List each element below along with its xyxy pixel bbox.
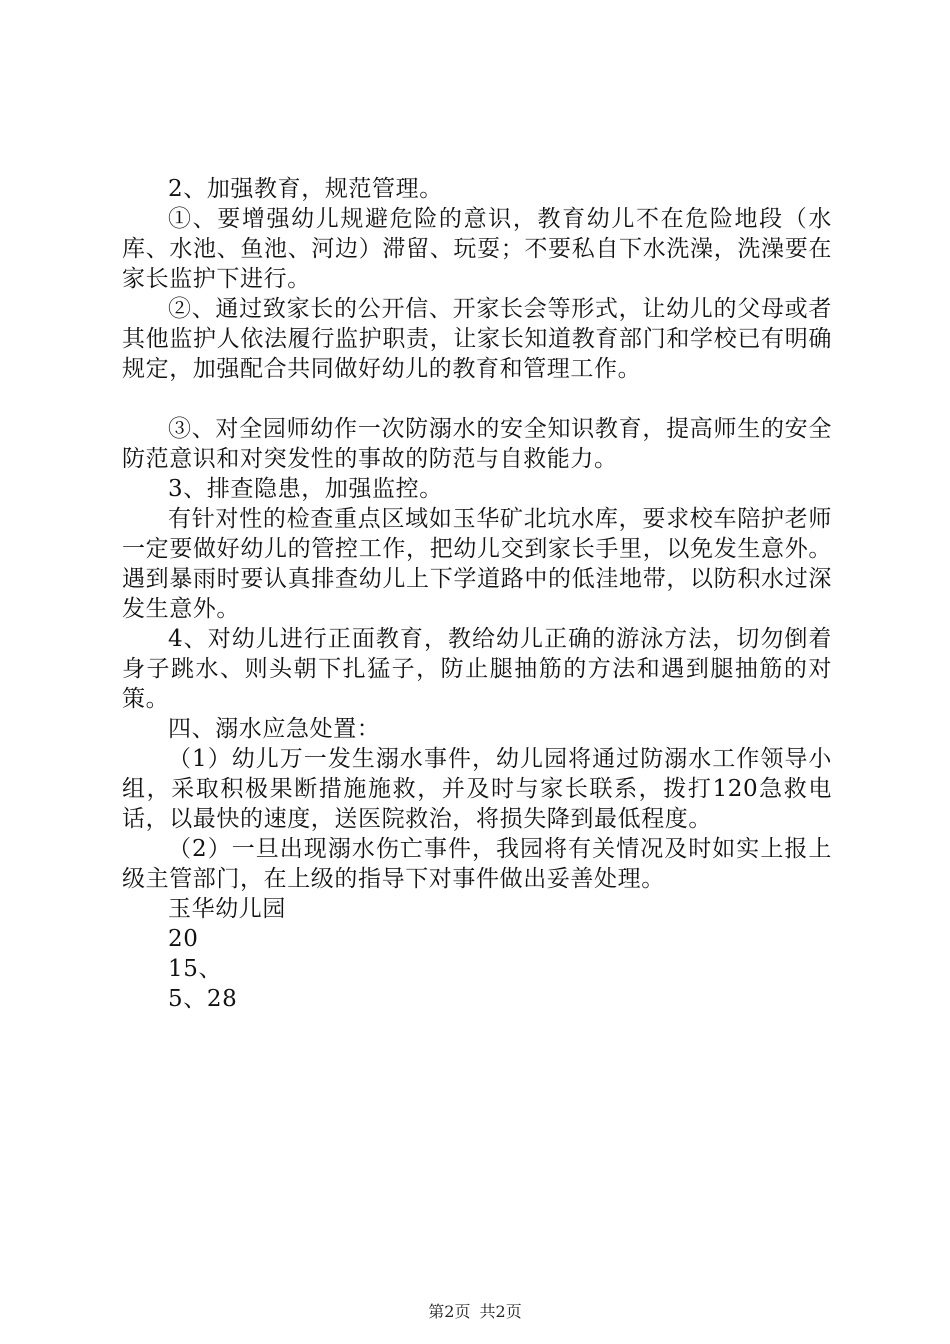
paragraph-item-3: ③、对全园师幼作一次防溺水的安全知识教育，提高师生的安全防范意识和对突发性的事故的防范与自救能力。 — [122, 416, 832, 472]
page-total: 共2页 — [479, 1302, 522, 1321]
page-footer — [0, 1302, 950, 1322]
section-heading-4: 四、溺水应急处置： — [168, 716, 381, 742]
paragraph-inspection: 有针对性的检查重点区域如玉华矿北坑水库，要求校车陪护老师一定要做好幼儿的管控工作，把幼儿交到家长手里，以免发生意外。遇到暴雨时要认真排查幼儿上下学道路中的低洼地带，以防积水过深发生意外。 — [122, 506, 832, 622]
page-number: 第2页 — [428, 1302, 471, 1321]
date-line: 15、 — [168, 956, 223, 982]
section-heading-3: 3、排查隐患，加强监控。 — [168, 476, 443, 502]
section-heading-2: 2、加强教育，规范管理。 — [168, 176, 443, 202]
paragraph-emergency-2: （2）一旦出现溺水伤亡事件，我园将有关情况及时如实上报上级主管部门，在上级的指导下对事件做出妥善处理。 — [122, 836, 832, 892]
paragraph-emergency-1: （1）幼儿万一发生溺水事件，幼儿园将通过防溺水工作领导小组，采取积极果断措施施救，并及时与家长联系，拨打120急救电话，以最快的速度，送医院救治，将损失降到最低程度。 — [122, 746, 832, 832]
document-body — [122, 174, 832, 1014]
paragraph-item-2: ②、通过致家长的公开信、开家长会等形式，让幼儿的父母或者其他监护人依法履行监护职责，让家长知道教育部门和学校已有明确规定，加强配合共同做好幼儿的教育和管理工作。 — [122, 296, 832, 382]
date-line: 5、28 — [168, 986, 238, 1012]
date-line: 20 — [168, 926, 199, 952]
paragraph-item-1: ①、要增强幼儿规避危险的意识，教育幼儿不在危险地段（水库、水池、鱼池、河边）滞留、玩耍；不要私自下水洗澡，洗澡要在家长监护下进行。 — [122, 206, 832, 292]
signature: 玉华幼儿园 — [168, 896, 286, 922]
paragraph-item-4: 4、对幼儿进行正面教育，教给幼儿正确的游泳方法，切勿倒着身子跳水、则头朝下扎猛子，防止腿抽筋的方法和遇到腿抽筋的对策。 — [122, 626, 832, 712]
